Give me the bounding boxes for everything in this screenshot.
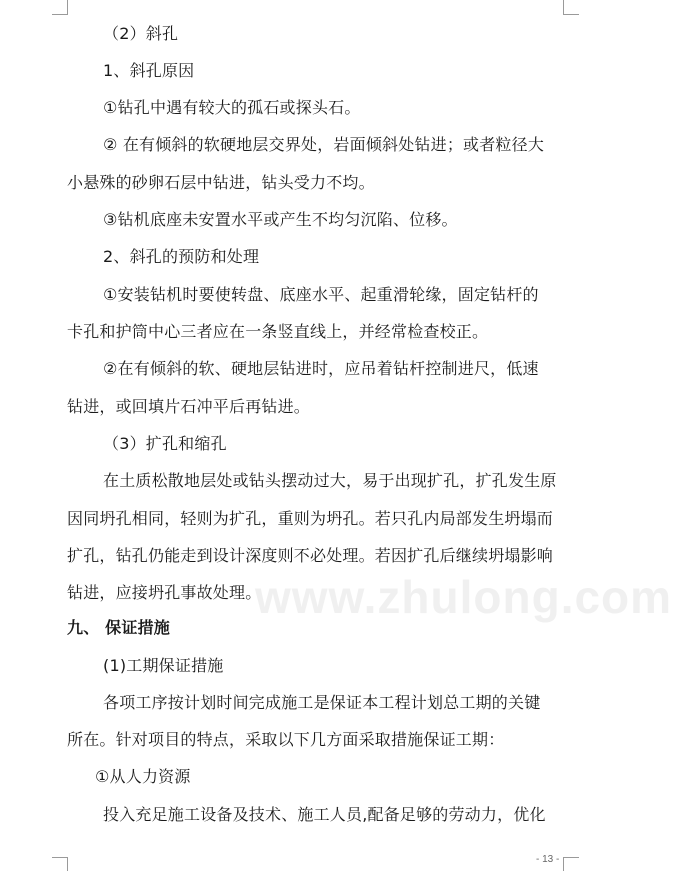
paragraph-line: 钻进，应接坍孔事故处理。 [67, 583, 262, 602]
paragraph-line: ①安装钻机时要使转盘、底座水平、起重滑轮缘，固定钻杆的 [103, 285, 539, 304]
crop-mark-top-left [67, 0, 68, 14]
paragraph-line: ③钻机底座未安置水平或产生不均匀沉陷、位移。 [103, 210, 458, 229]
heading-slanted-hole: （2）斜孔 [103, 24, 179, 43]
subheading-schedule-guarantee: (1)工期保证措施 [103, 656, 224, 675]
heading-expanding-shrinking: （3）扩孔和缩孔 [103, 434, 227, 453]
crop-mark-bottom-right-h [563, 857, 579, 858]
paragraph-line: ② 在有倾斜的软硬地层交界处，岩面倾斜处钻进；或者粒径大 [103, 135, 545, 154]
crop-mark-bottom-right [563, 857, 564, 871]
paragraph-line: ①钻孔中遇有较大的孤石或探头石。 [103, 98, 361, 117]
crop-mark-bottom-left-h [52, 857, 68, 858]
section-heading-guarantee-measures: 九、 保证措施 [67, 618, 170, 637]
paragraph-line: 卡孔和护筒中心三者应在一条竖直线上，并经常检查校正。 [67, 322, 489, 341]
watermark: www.zhulong.com [255, 571, 673, 623]
paragraph-line: 在土质松散地层处或钻头摆动过大，易于出现扩孔，扩孔发生原 [103, 471, 557, 490]
paragraph-line: 因同坍孔相同，轻则为扩孔，重则为坍孔。若只孔内局部发生坍塌而 [67, 509, 554, 528]
crop-mark-top-right [563, 0, 564, 14]
page-number: - 13 - [536, 854, 560, 865]
paragraph-line: 所在。针对项目的特点，采取以下几方面采取措施保证工期： [67, 730, 505, 749]
crop-mark-top-right-h [563, 14, 579, 15]
paragraph-line: 钻进，或回填片石冲平后再钻进。 [67, 397, 311, 416]
paragraph-line: 小悬殊的砂卵石层中钻进，钻头受力不均。 [67, 173, 375, 192]
paragraph-line: ②在有倾斜的软、硬地层钻进时，应吊着钻杆控制进尺，低速 [103, 359, 539, 378]
crop-mark-top-left-h [52, 14, 68, 15]
subheading-human-resources: ①从人力资源 [95, 767, 191, 786]
paragraph-line: 投入充足施工设备及技术、施工人员,配备足够的劳动力，优化 [103, 805, 546, 824]
paragraph-line: 扩孔，钻孔仍能走到设计深度则不必处理。若因扩孔后继续坍塌影响 [67, 546, 554, 565]
subheading-causes: 1、斜孔原因 [103, 61, 195, 80]
paragraph-line: 各项工序按计划时间完成施工是保证本工程计划总工期的关键 [103, 693, 541, 712]
subheading-prevention: 2、斜孔的预防和处理 [103, 247, 260, 266]
crop-mark-bottom-left [67, 857, 68, 871]
